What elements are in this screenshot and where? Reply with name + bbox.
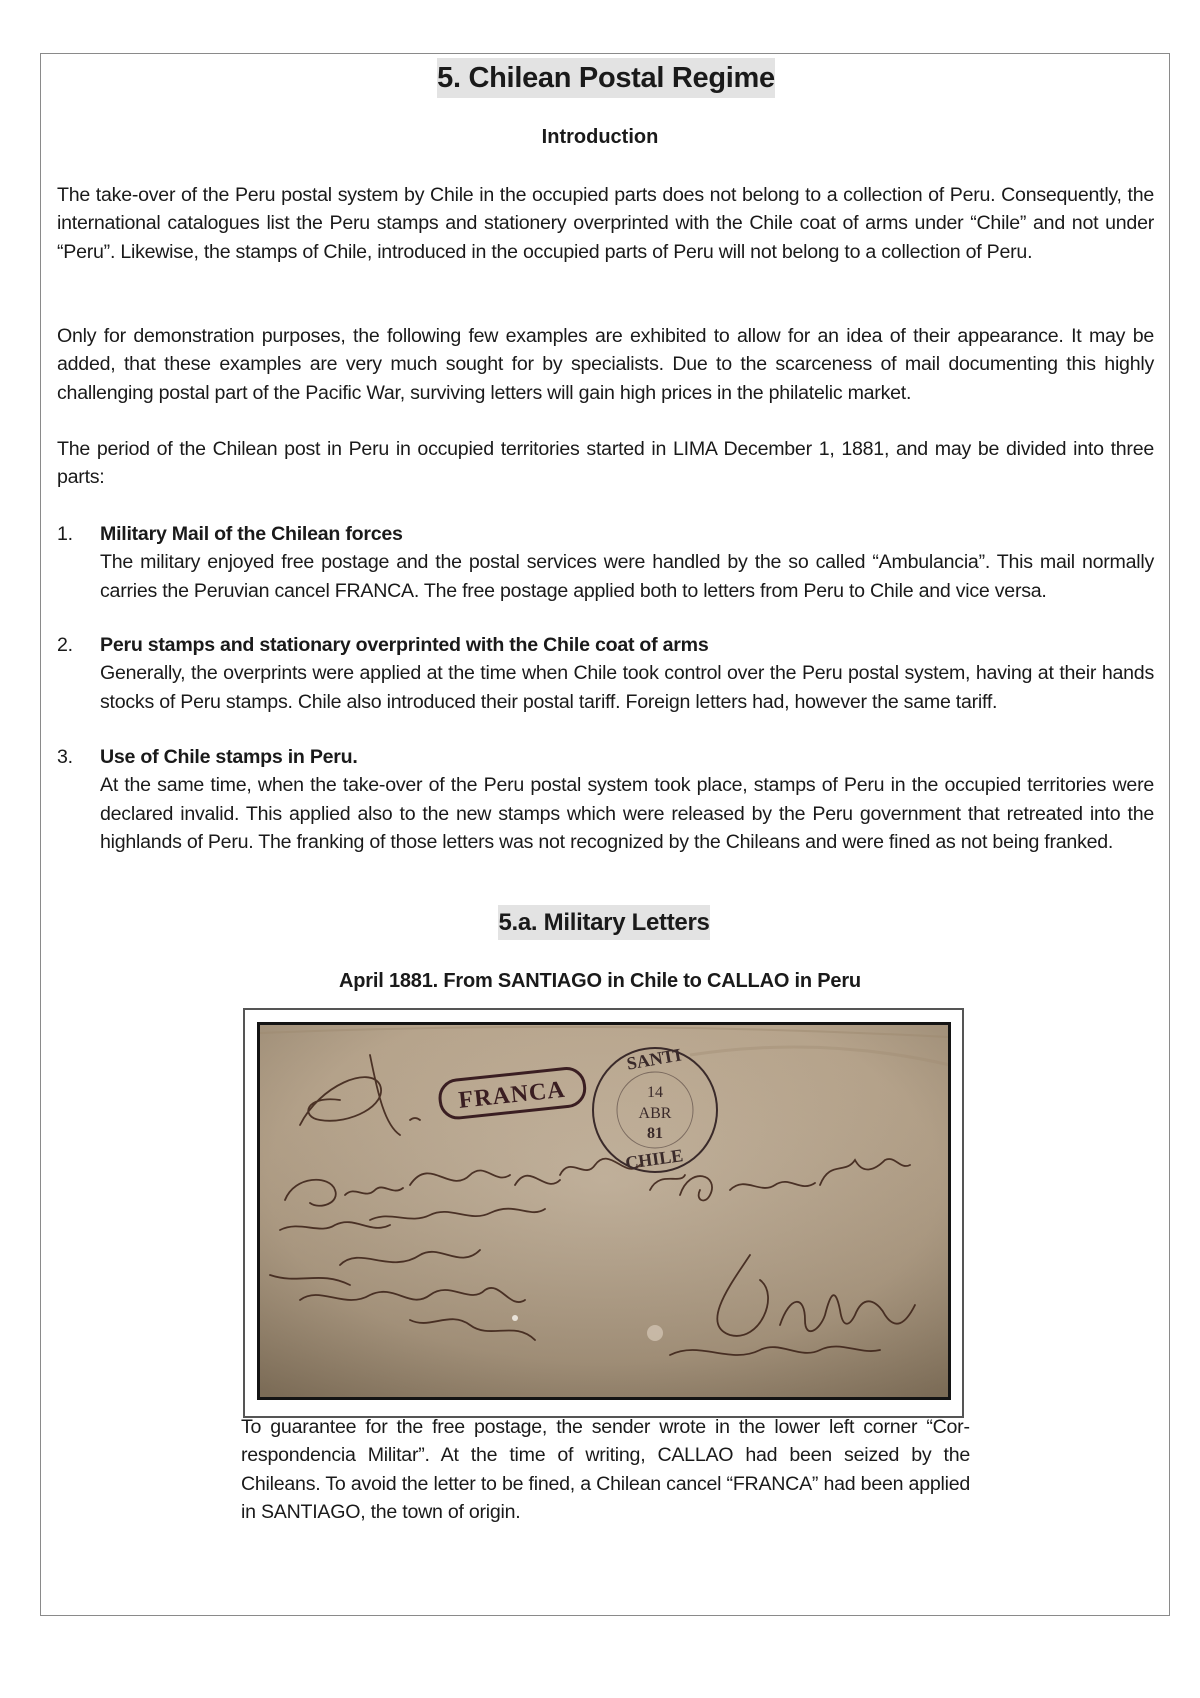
franca-stamp-text: FRANCA: [457, 1076, 567, 1114]
postmark-month: ABR: [638, 1105, 672, 1122]
page-title: 5. Chilean Postal Regime: [437, 58, 775, 98]
intro-paragraph-2: Only for demonstration purposes, the following few examples are exhibited to allow for an idea of their appearance. It may be added, that these examples are very much sought for by specialists. Due to the scarceness of mail documenting this highly challenging postal part of the Pacific War, surviving letters will gain high prices in the philatelic market.: [57, 325, 1154, 404]
section-heading: 5.a. Military Letters: [498, 905, 710, 940]
list-item-body: Generally, the overprints were applied at the time when Chile took control over the Peru postal system, having at their hands stocks of Peru stamps. Chile also introduced their postal tariff. Foreign letters had, however the same tariff.: [100, 662, 1154, 713]
list-item-title: Military Mail of the Chilean forces: [100, 523, 403, 545]
postmark-bottom-text: CHILE: [624, 1145, 685, 1173]
list-item-title: Peru stamps and stationary overprinted with the Chile coat of arms: [100, 634, 709, 656]
postmark-top-text: SANTI: [625, 1044, 683, 1074]
list-item-number: 1.: [57, 523, 73, 545]
list-item-body: The military enjoyed free postage and the postal services were handled by the so called “Ambulancia”. This mail normally carries the Peruvian cancel FRANCA. The free postage applied both to letters from Peru to Chile and vice versa.: [100, 551, 1154, 602]
list-item-number: 2.: [57, 634, 73, 656]
figure-caption: April 1881. From SANTIAGO in Chile to CALLAO in Peru: [339, 970, 861, 992]
list-item-body: At the same time, when the take-over of the Peru postal system took place, stamps of Peru in the occupied territories were declared invalid. This applied also to the new stamps which were released by the Peru government that retreated into the highlands of Peru. The franking of those letters was not recognized by the Chileans and were fined as not being franked.: [100, 774, 1154, 854]
intro-paragraph-3: The period of the Chilean post in Peru in occupied territories started in LIMA December 1, 1881, and may be divided into three parts:: [57, 438, 1154, 489]
cover-description: To guarantee for the free postage, the sender wrote in the lower left corner “Correspondencia Militar”. At the time of writing, CALLAO had been seized by the Chileans. To avoid the letter to be fined, a Chilean cancel “FRANCA” had been applied in SANTIAGO, the town of origin.: [241, 1416, 970, 1524]
list-item-number: 3.: [57, 746, 73, 768]
postmark-year: 81: [647, 1125, 663, 1142]
postmark-day: 14: [647, 1084, 663, 1101]
list-item-title: Use of Chile stamps in Peru.: [100, 746, 358, 768]
intro-paragraph-1: The take-over of the Peru postal system by Chile in the occupied parts does not belong to a collection of Peru. Consequently, the international catalogues list the Peru stamps and stationery overprinted with the Chile coat of arms under “Chile” and not under “Peru”. Likewise, the stamps of Chile, introduced in the occupied parts of Peru will not belong to a collection of Peru.: [57, 184, 1154, 263]
intro-heading: Introduction: [541, 126, 659, 148]
letter-cover-image: [257, 1022, 951, 1400]
